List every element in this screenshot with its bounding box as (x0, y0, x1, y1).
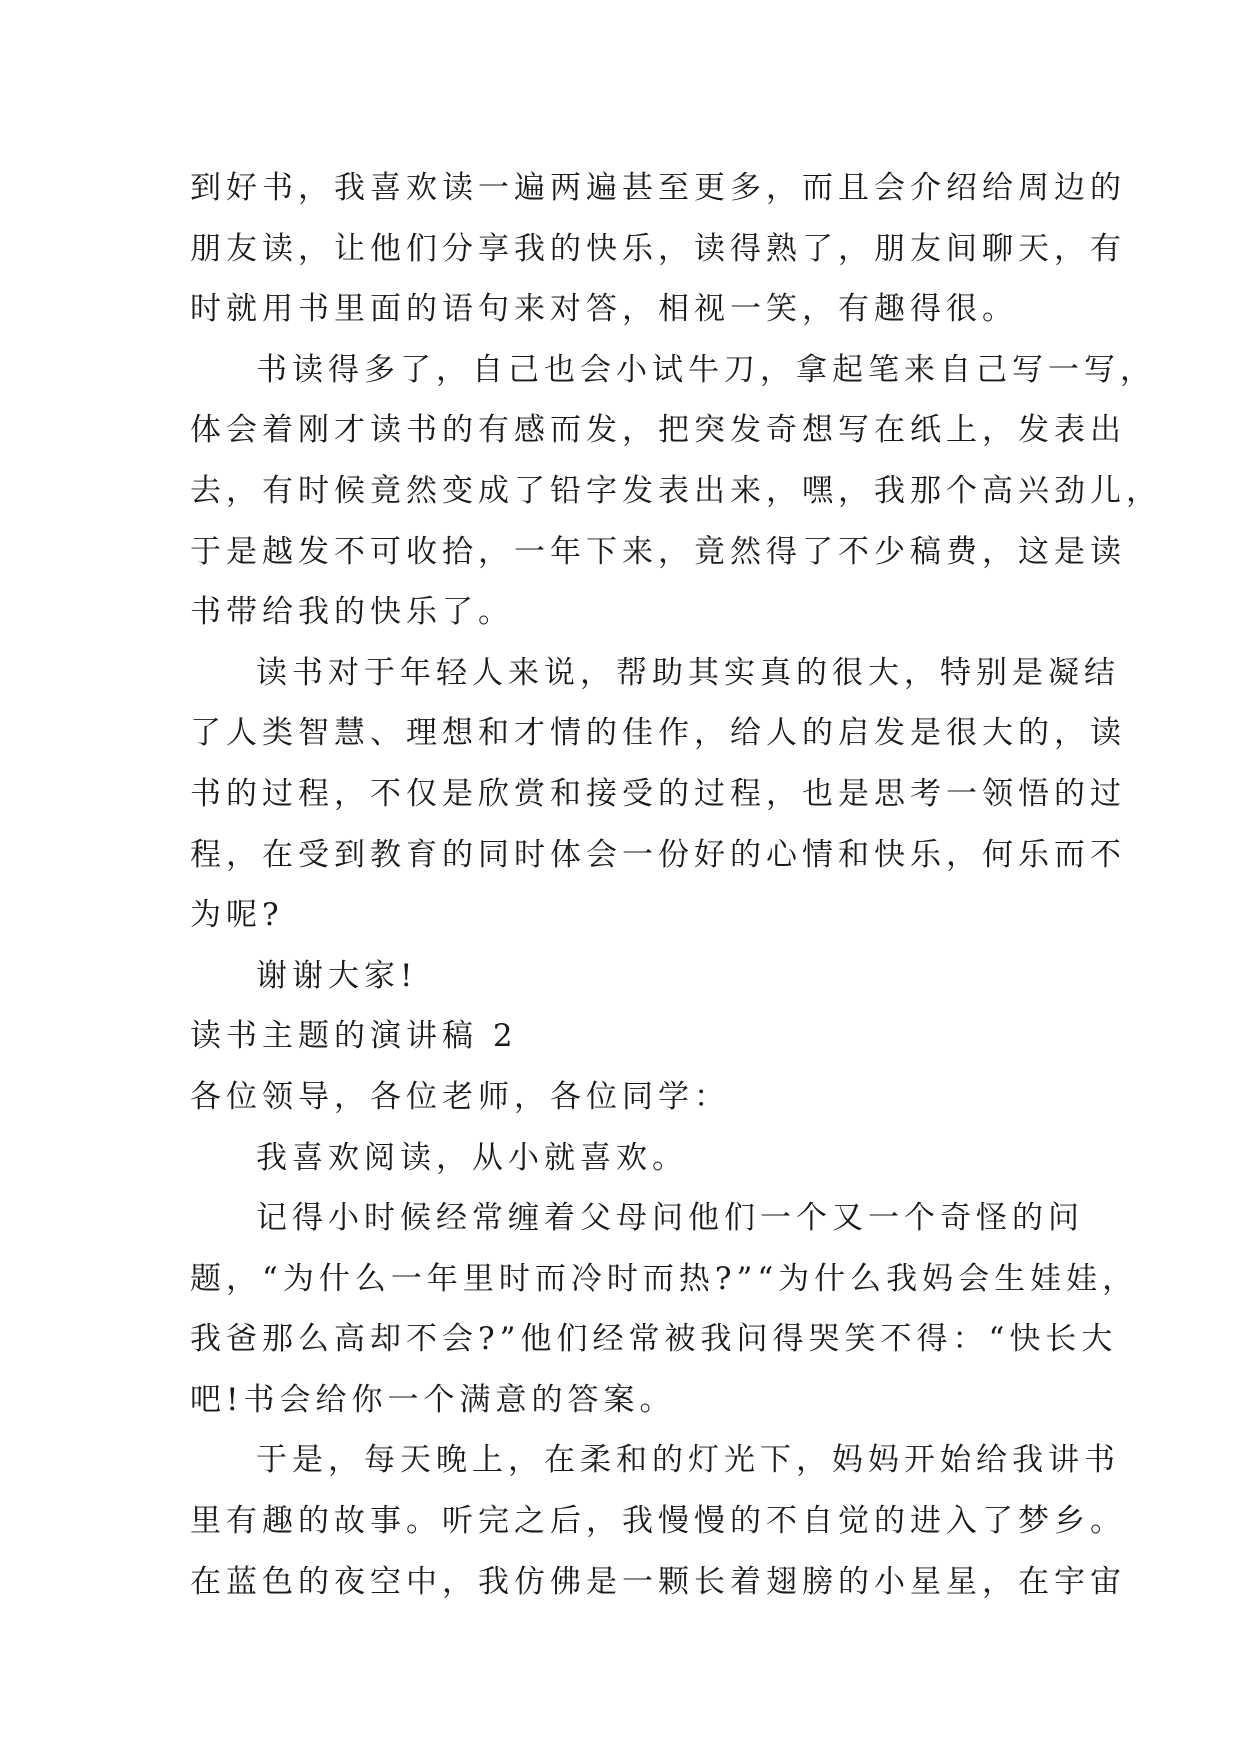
document-line: 书的过程，不仅是欣赏和接受的过程，也是思考一领悟的过 (190, 775, 1126, 812)
document-line: 读书对于年轻人来说，帮助其实真的很大，特别是凝结 (256, 654, 1120, 691)
document-line: 我喜欢阅读，从小就喜欢。 (256, 1139, 688, 1176)
document-line: 到好书，我喜欢读一遍两遍甚至更多，而且会介绍给周边的 (190, 170, 1126, 206)
document-body (190, 158, 1162, 1612)
document-line: 体会着刚才读书的有感而发，把突发奇想写在纸上，发表出 (190, 412, 1126, 449)
document-line: 书读得多了，自己也会小试牛刀，拿起笔来自己写一写， (256, 351, 1156, 388)
document-line: 程，在受到教育的同时体会一份好的心情和快乐，何乐而不 (190, 836, 1126, 873)
document-line: 读书主题的演讲稿 2 (190, 1018, 518, 1055)
document-line: 朋友读，让他们分享我的快乐，读得熟了，朋友间聊天，有 (190, 230, 1126, 267)
document-line: 于是，每天晚上，在柔和的灯光下，妈妈开始给我讲书 (256, 1442, 1120, 1479)
document-line: 了人类智慧、理想和才情的佳作，给人的启发是很大的，读 (190, 715, 1126, 752)
document-line: 谢谢大家! (256, 957, 418, 994)
document-line: 去，有时候竟然变成了铅字发表出来，嘿，我那个高兴劲儿， (190, 472, 1162, 509)
document-line: 书带给我的快乐了。 (190, 594, 514, 631)
document-line: 记得小时候经常缠着父母问他们一个又一个奇怪的问 (256, 1200, 1084, 1237)
document-line: 我爸那么高却不会?”他们经常被我问得哭笑不得：“快长大 (190, 1321, 1118, 1358)
document-line: 为呢? (190, 897, 284, 934)
document-line: 于是越发不可收拾，一年下来，竟然得了不少稿费，这是读 (190, 533, 1126, 570)
document-line: 在蓝色的夜空中，我仿佛是一颗长着翅膀的小星星，在宇宙 (190, 1563, 1126, 1600)
document-line: 各位领导，各位老师，各位同学： (190, 1078, 730, 1115)
document-line: 时就用书里面的语句来对答，相视一笑，有趣得很。 (190, 291, 1018, 328)
document-line: 吧!书会给你一个满意的答案。 (190, 1381, 676, 1418)
document-line: 题，“为什么一年里时而冷时而热?”“为什么我妈会生娃娃， (190, 1260, 1139, 1297)
document-line: 里有趣的故事。听完之后，我慢慢的不自觉的进入了梦乡。 (190, 1503, 1126, 1540)
